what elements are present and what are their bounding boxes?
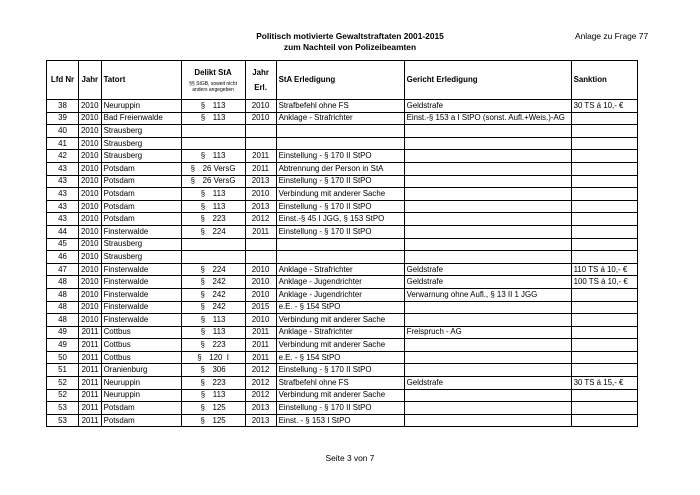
cell-jahr: 2010 (79, 288, 102, 301)
cell-sta-erledigung: Einstellung - § 170 II StPO (276, 225, 404, 238)
cell-jahr-erl: 2013 (245, 414, 276, 427)
cell-jahr: 2010 (79, 276, 102, 289)
paragraph-sign: § (200, 151, 206, 161)
cell-lfd-nr: 47 (47, 263, 79, 276)
cell-gericht-erledigung: Freispruch - AG (404, 326, 571, 339)
cell-sta-erledigung: Einstellung - § 170 II StPO (276, 150, 404, 163)
cell-delikt (181, 414, 245, 427)
cell-lfd-nr: 43 (47, 188, 79, 201)
cell-jahr-erl: 2011 (245, 225, 276, 238)
paragraph-sign: § (200, 188, 206, 198)
cell-jahr: 2011 (79, 414, 102, 427)
cell-delikt (181, 288, 245, 301)
cell-sta-erledigung: Abtrennung der Person in StA (276, 162, 404, 175)
table-row (47, 339, 638, 352)
cell-sta-erledigung: Einst.-§ 45 I JGG, § 153 StPO (276, 213, 404, 226)
cell-delikt (181, 251, 245, 264)
cell-delikt (181, 339, 245, 352)
cell-delikt (181, 225, 245, 238)
cell-jahr: 2010 (79, 175, 102, 188)
delikt-value: 223 (212, 340, 226, 350)
delikt-value: 242 (212, 277, 226, 287)
paragraph-sign: § (190, 163, 195, 173)
cell-sta-erledigung: Einstellung - § 170 II StPO (276, 402, 404, 415)
header-jahr-erl (245, 61, 276, 100)
delikt-value: 113 (212, 100, 226, 110)
cell-jahr-erl: 2010 (245, 112, 276, 125)
header-jahr-erl-line1: Jahr (252, 67, 269, 77)
cell-jahr-erl (245, 137, 276, 150)
cell-jahr-erl: 2013 (245, 402, 276, 415)
cell-jahr-erl (245, 125, 276, 138)
cell-sta-erledigung: Verbindung mit anderer Sache (276, 389, 404, 402)
paragraph-sign: § (197, 352, 202, 362)
cell-tatort: Neuruppin (101, 100, 181, 113)
table-row (47, 200, 638, 213)
paragraph-sign: § (200, 264, 205, 274)
cell-jahr: 2010 (79, 137, 102, 150)
header-sanktion: Sanktion (571, 61, 637, 100)
cell-sta-erledigung: Einstellung - § 170 II StPO (276, 364, 404, 377)
cell-lfd-nr: 51 (47, 364, 79, 377)
cell-gericht-erledigung (404, 213, 571, 226)
paragraph-sign: § (200, 403, 205, 413)
cell-sta-erledigung: Anklage - Strafrichter (276, 112, 404, 125)
cell-lfd-nr: 44 (47, 225, 79, 238)
table-row (47, 162, 638, 175)
cell-sta-erledigung: e.E. - § 154 StPO (276, 301, 404, 314)
cell-sta-erledigung: Verbindung mit anderer Sache (276, 188, 404, 201)
header-jahr-erl-line2: Erl. (254, 82, 267, 92)
header-delikt (181, 61, 245, 100)
cell-jahr-erl: 2011 (245, 351, 276, 364)
cell-jahr: 2011 (79, 339, 102, 352)
cell-lfd-nr: 40 (47, 125, 79, 138)
cell-jahr-erl: 2011 (245, 150, 276, 163)
cell-tatort: Neuruppin (101, 377, 181, 390)
paragraph-sign: § (200, 365, 205, 375)
cell-sanktion (571, 414, 637, 427)
cell-jahr-erl (245, 238, 276, 251)
cell-sanktion (571, 326, 637, 339)
title-line-2: zum Nachteil von Polizeibeamten (283, 42, 417, 52)
cell-sta-erledigung: Einstellung - § 170 II StPO (276, 200, 404, 213)
cell-sanktion (571, 225, 637, 238)
paragraph-sign: § (200, 289, 205, 299)
cell-gericht-erledigung (404, 225, 571, 238)
cell-lfd-nr: 52 (47, 377, 79, 390)
table-row (47, 225, 638, 238)
cell-gericht-erledigung (404, 389, 571, 402)
cell-lfd-nr: 45 (47, 238, 79, 251)
cell-gericht-erledigung (404, 351, 571, 364)
cell-tatort: Finsterwalde (101, 288, 181, 301)
cell-gericht-erledigung: Geldstrafe (404, 377, 571, 390)
header-gericht: Gericht Erledigung (404, 61, 571, 100)
cell-lfd-nr: 43 (47, 175, 79, 188)
cell-lfd-nr: 53 (47, 414, 79, 427)
cell-sanktion (571, 200, 637, 213)
table-row (47, 301, 638, 314)
cell-jahr: 2010 (79, 314, 102, 327)
cell-delikt (181, 213, 245, 226)
table-row (47, 125, 638, 138)
cell-delikt (181, 175, 245, 188)
cell-jahr-erl (245, 251, 276, 264)
cell-tatort: Potsdam (101, 200, 181, 213)
delikt-value: 125 (212, 403, 226, 413)
cell-sanktion (571, 351, 637, 364)
cell-delikt (181, 276, 245, 289)
page-number: Seite 3 von 7 (325, 453, 375, 463)
cell-jahr: 2010 (79, 213, 102, 226)
delikt-value: 113 (212, 390, 226, 400)
cell-jahr: 2010 (79, 301, 102, 314)
appendix-label: Anlage zu Frage 77 (575, 31, 649, 41)
cell-sta-erledigung: Verbindung mit anderer Sache (276, 339, 404, 352)
paragraph-sign: § (200, 340, 205, 350)
paragraph-sign: § (200, 314, 206, 324)
cell-delikt (181, 389, 245, 402)
paragraph-sign: § (200, 113, 206, 123)
cell-gericht-erledigung (404, 414, 571, 427)
cell-jahr: 2011 (79, 326, 102, 339)
cell-sanktion: 100 TS á 10,- € (571, 276, 637, 289)
cell-tatort: Finsterwalde (101, 314, 181, 327)
cell-gericht-erledigung: Einst.-§ 153 a I StPO (sonst. Aufl.+Weis.)-AG (404, 112, 571, 125)
cell-sta-erledigung: Anklage - Strafrichter (276, 326, 404, 339)
cell-jahr: 2010 (79, 188, 102, 201)
cell-jahr: 2010 (79, 225, 102, 238)
cell-delikt (181, 125, 245, 138)
cell-tatort: Cottbus (101, 326, 181, 339)
cell-tatort: Cottbus (101, 339, 181, 352)
cell-gericht-erledigung (404, 364, 571, 377)
cell-sanktion (571, 314, 637, 327)
cell-sta-erledigung (276, 137, 404, 150)
table-row (47, 213, 638, 226)
cell-jahr-erl: 2011 (245, 339, 276, 352)
cell-sta-erledigung (276, 251, 404, 264)
table-row (47, 402, 638, 415)
table-row (47, 175, 638, 188)
cell-jahr-erl: 2012 (245, 364, 276, 377)
cell-tatort: Potsdam (101, 414, 181, 427)
cell-lfd-nr: 39 (47, 112, 79, 125)
cell-sanktion (571, 402, 637, 415)
cell-sta-erledigung: Anklage - Jugendrichter (276, 276, 404, 289)
cell-jahr: 2010 (79, 251, 102, 264)
cell-jahr-erl: 2011 (245, 162, 276, 175)
cell-sanktion (571, 364, 637, 377)
header-jahr: Jahr (79, 61, 102, 100)
cell-jahr-erl: 2010 (245, 314, 276, 327)
cell-tatort: Potsdam (101, 162, 181, 175)
cell-gericht-erledigung (404, 402, 571, 415)
cell-gericht-erledigung (404, 150, 571, 163)
cell-sta-erledigung: Anklage - Strafrichter (276, 263, 404, 276)
paragraph-sign: § (200, 377, 205, 387)
cell-delikt (181, 364, 245, 377)
cell-sta-erledigung: e.E. - § 154 StPO (276, 351, 404, 364)
paragraph-sign: § (200, 277, 205, 287)
cell-jahr: 2010 (79, 162, 102, 175)
cell-gericht-erledigung: Verwarnung ohne Aufl., § 13 II 1 JGG (404, 288, 571, 301)
table-row (47, 276, 638, 289)
cell-tatort: Neuruppin (101, 389, 181, 402)
cell-sta-erledigung: Strafbefehl ohne FS (276, 100, 404, 113)
cell-tatort: Potsdam (101, 175, 181, 188)
cell-delikt (181, 150, 245, 163)
cell-lfd-nr: 48 (47, 301, 79, 314)
delikt-value: 113 (212, 327, 226, 337)
delikt-value: 242 (212, 289, 226, 299)
table-row (47, 377, 638, 390)
cell-lfd-nr: 41 (47, 137, 79, 150)
cell-lfd-nr: 49 (47, 339, 79, 352)
cell-tatort: Finsterwalde (101, 301, 181, 314)
cell-delikt (181, 326, 245, 339)
paragraph-sign: § (200, 226, 205, 236)
table-row (47, 351, 638, 364)
cell-lfd-nr: 43 (47, 213, 79, 226)
cell-tatort: Potsdam (101, 402, 181, 415)
cell-gericht-erledigung (404, 301, 571, 314)
cell-delikt (181, 351, 245, 364)
cell-delikt (181, 188, 245, 201)
cell-lfd-nr: 48 (47, 314, 79, 327)
cell-tatort: Strausberg (101, 125, 181, 138)
cell-jahr-erl: 2010 (245, 276, 276, 289)
cell-sta-erledigung (276, 125, 404, 138)
delikt-value: 113 (212, 201, 226, 211)
table-row (47, 137, 638, 150)
cell-gericht-erledigung (404, 175, 571, 188)
cell-sanktion (571, 137, 637, 150)
cell-tatort: Potsdam (101, 188, 181, 201)
offense-table (46, 60, 638, 427)
cell-jahr: 2011 (79, 402, 102, 415)
cell-delikt (181, 137, 245, 150)
cell-lfd-nr: 38 (47, 100, 79, 113)
cell-tatort: Strausberg (101, 238, 181, 251)
header-delikt-label: Delikt StA (194, 67, 232, 77)
cell-gericht-erledigung (404, 339, 571, 352)
cell-gericht-erledigung: Geldstrafe (404, 100, 571, 113)
table-row (47, 263, 638, 276)
cell-lfd-nr: 42 (47, 150, 79, 163)
cell-jahr: 2010 (79, 200, 102, 213)
delikt-value: 223 (212, 377, 226, 387)
cell-sanktion (571, 301, 637, 314)
cell-delikt (181, 238, 245, 251)
cell-sanktion (571, 125, 637, 138)
cell-gericht-erledigung (404, 188, 571, 201)
header-lfd-nr: Lfd Nr (47, 61, 79, 100)
cell-gericht-erledigung (404, 238, 571, 251)
cell-jahr: 2010 (79, 112, 102, 125)
cell-tatort: Strausberg (101, 251, 181, 264)
cell-sta-erledigung: Einst. - § 153 I StPO (276, 414, 404, 427)
paragraph-sign: § (200, 415, 205, 425)
cell-delikt (181, 301, 245, 314)
cell-delikt (181, 112, 245, 125)
paragraph-sign: § (200, 201, 206, 211)
cell-sanktion (571, 288, 637, 301)
delikt-value: 113 (212, 188, 226, 198)
cell-tatort: Potsdam (101, 213, 181, 226)
cell-jahr: 2010 (79, 100, 102, 113)
cell-lfd-nr: 48 (47, 288, 79, 301)
cell-sta-erledigung: Einstellung - § 170 II StPO (276, 175, 404, 188)
table-row (47, 414, 638, 427)
cell-tatort: Bad Freienwalde (101, 112, 181, 125)
header-delikt-note: §§ StGB, soweit nicht anders angegeben (189, 80, 237, 93)
cell-lfd-nr: 50 (47, 351, 79, 364)
table-row (47, 389, 638, 402)
cell-jahr-erl: 2012 (245, 377, 276, 390)
cell-tatort: Strausberg (101, 150, 181, 163)
table-row (47, 112, 638, 125)
paragraph-sign: § (200, 302, 205, 312)
cell-delikt (181, 162, 245, 175)
delikt-value: 120 I (209, 352, 229, 362)
cell-delikt (181, 200, 245, 213)
cell-jahr-erl: 2015 (245, 301, 276, 314)
header-sta: StA Erledigung (276, 61, 404, 100)
cell-jahr-erl: 2010 (245, 263, 276, 276)
cell-delikt (181, 402, 245, 415)
paragraph-sign: § (200, 390, 206, 400)
paragraph-sign: § (190, 176, 195, 186)
delikt-value: 26 VersG (202, 176, 236, 186)
table-row (47, 326, 638, 339)
cell-sanktion: 110 TS á 10,- € (571, 263, 637, 276)
cell-gericht-erledigung: Geldstrafe (404, 263, 571, 276)
cell-gericht-erledigung (404, 314, 571, 327)
table-row (47, 150, 638, 163)
cell-gericht-erledigung: Geldstrafe (404, 276, 571, 289)
delikt-value: 26 VersG (202, 163, 236, 173)
cell-sanktion (571, 150, 637, 163)
cell-jahr-erl: 2013 (245, 175, 276, 188)
cell-lfd-nr: 48 (47, 276, 79, 289)
cell-tatort: Finsterwalde (101, 225, 181, 238)
cell-sanktion (571, 251, 637, 264)
cell-sanktion (571, 175, 637, 188)
cell-sta-erledigung (276, 238, 404, 251)
cell-sanktion (571, 213, 637, 226)
cell-sanktion (571, 238, 637, 251)
delikt-value: 113 (212, 314, 226, 324)
table-row (47, 364, 638, 377)
paragraph-sign: § (200, 214, 205, 224)
cell-gericht-erledigung (404, 137, 571, 150)
cell-jahr: 2010 (79, 263, 102, 276)
cell-sanktion: 30 TS á 15,- € (571, 377, 637, 390)
cell-delikt (181, 377, 245, 390)
cell-tatort: Finsterwalde (101, 263, 181, 276)
paragraph-sign: § (200, 327, 206, 337)
cell-sta-erledigung: Anklage - Jugendrichter (276, 288, 404, 301)
table-row (47, 288, 638, 301)
table-header-row (47, 61, 638, 100)
cell-lfd-nr: 53 (47, 402, 79, 415)
delikt-value: 113 (212, 151, 226, 161)
table-row (47, 314, 638, 327)
cell-lfd-nr: 46 (47, 251, 79, 264)
delikt-value: 224 (212, 264, 226, 274)
cell-tatort: Finsterwalde (101, 276, 181, 289)
delikt-value: 125 (212, 415, 226, 425)
cell-sanktion (571, 389, 637, 402)
cell-jahr: 2011 (79, 389, 102, 402)
cell-tatort: Strausberg (101, 137, 181, 150)
cell-sanktion (571, 339, 637, 352)
delikt-value: 113 (212, 113, 226, 123)
cell-jahr-erl: 2011 (245, 326, 276, 339)
delikt-value: 306 (212, 365, 226, 375)
cell-jahr: 2010 (79, 150, 102, 163)
cell-jahr-erl: 2010 (245, 188, 276, 201)
cell-delikt (181, 100, 245, 113)
cell-gericht-erledigung (404, 125, 571, 138)
cell-sta-erledigung: Verbindung mit anderer Sache (276, 314, 404, 327)
cell-tatort: Cottbus (101, 351, 181, 364)
cell-sta-erledigung: Strafbefehl ohne FS (276, 377, 404, 390)
cell-jahr-erl: 2012 (245, 389, 276, 402)
cell-sanktion: 30 TS á 10,- € (571, 100, 637, 113)
cell-lfd-nr: 43 (47, 200, 79, 213)
cell-jahr: 2010 (79, 238, 102, 251)
cell-sanktion (571, 112, 637, 125)
cell-lfd-nr: 43 (47, 162, 79, 175)
cell-jahr-erl: 2012 (245, 213, 276, 226)
cell-jahr: 2011 (79, 364, 102, 377)
cell-sanktion (571, 162, 637, 175)
cell-lfd-nr: 49 (47, 326, 79, 339)
cell-sanktion (571, 188, 637, 201)
cell-jahr-erl: 2013 (245, 200, 276, 213)
cell-jahr-erl: 2010 (245, 100, 276, 113)
cell-gericht-erledigung (404, 200, 571, 213)
cell-jahr-erl: 2010 (245, 288, 276, 301)
cell-jahr: 2011 (79, 377, 102, 390)
title-line-1: Politisch motivierte Gewaltstraftaten 2001-2015 (256, 31, 444, 41)
table-row (47, 251, 638, 264)
cell-jahr: 2011 (79, 351, 102, 364)
paragraph-sign: § (200, 100, 206, 110)
cell-delikt (181, 263, 245, 276)
delikt-value: 223 (212, 214, 226, 224)
table-row (47, 188, 638, 201)
cell-lfd-nr: 52 (47, 389, 79, 402)
cell-delikt (181, 314, 245, 327)
cell-gericht-erledigung (404, 162, 571, 175)
cell-jahr: 2010 (79, 125, 102, 138)
table-row (47, 100, 638, 113)
delikt-value: 224 (212, 226, 226, 236)
cell-gericht-erledigung (404, 251, 571, 264)
delikt-value: 242 (212, 302, 226, 312)
header-tatort: Tatort (101, 61, 181, 100)
cell-tatort: Oranienburg (101, 364, 181, 377)
table-row (47, 238, 638, 251)
